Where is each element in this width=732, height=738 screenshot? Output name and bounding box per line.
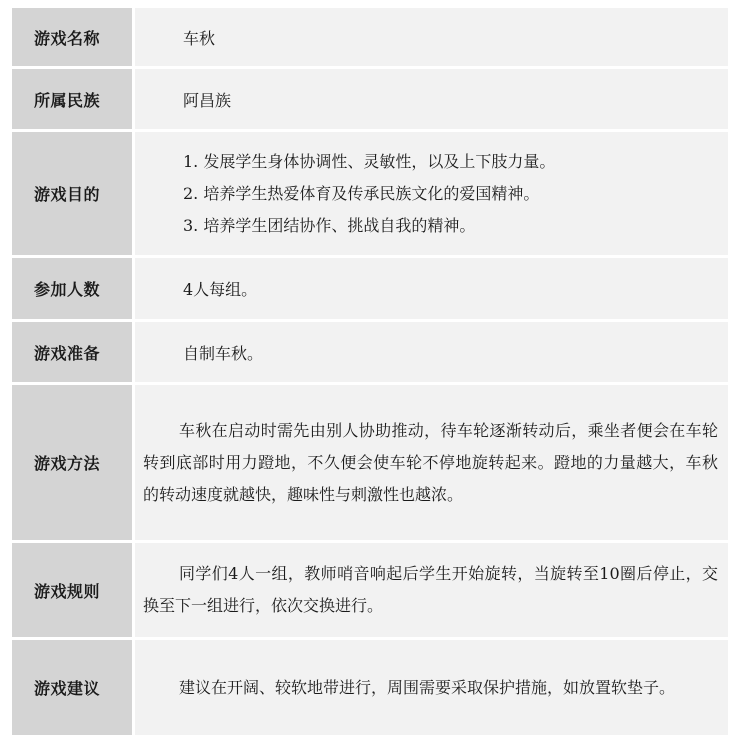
ethnic-group-text: 阿昌族 [183, 90, 232, 110]
method-paragraph: 车秋在启动时需先由别人协助推动，待车轮逐渐转动后，乘坐者便会在车轮转到底部时用力蹬地，不久便会使车轮不停地旋转起来。蹬地的力量越大，车秋的转动速度就越快，趣味性与刺激性也越浓。 [143, 420, 718, 504]
game-name-text: 车秋 [183, 28, 216, 48]
value-ethnic-group [132, 69, 728, 129]
label-participants: 参加人数 [12, 258, 132, 319]
value-rules [132, 543, 728, 637]
purpose-item-1: 1. 发展学生身体协调性、灵敏性，以及上下肢力量。 [183, 151, 556, 171]
purpose-item-2: 2. 培养学生热爱体育及传承民族文化的爱国精神。 [183, 183, 540, 203]
value-suggestions [132, 640, 728, 735]
suggestions-paragraph: 建议在开阔、较软地带进行，周围需要采取保护措施，如放置软垫子。 [179, 677, 676, 697]
participants-text: 4人每组。 [183, 280, 258, 299]
label-preparation: 游戏准备 [12, 322, 132, 382]
value-game-purpose [132, 132, 728, 255]
label-game-name: 游戏名称 [12, 8, 132, 66]
preparation-text: 自制车秋。 [183, 343, 264, 363]
value-preparation [132, 322, 728, 382]
label-ethnic-group: 所属民族 [12, 69, 132, 129]
value-participants [132, 258, 728, 319]
rules-paragraph: 同学们4人一组，教师哨音响起后学生开始旋转，当旋转至10圈后停止，交换至下一组进行，依次交换进行。 [143, 564, 718, 615]
label-game-purpose: 游戏目的 [12, 132, 132, 255]
value-method [132, 385, 728, 540]
game-info-table [12, 8, 728, 735]
label-suggestions: 游戏建议 [12, 640, 132, 735]
value-game-name [132, 8, 728, 66]
label-method: 游戏方法 [12, 385, 132, 540]
purpose-item-3: 3. 培养学生团结协作、挑战自我的精神。 [183, 215, 476, 235]
label-rules: 游戏规则 [12, 543, 132, 637]
